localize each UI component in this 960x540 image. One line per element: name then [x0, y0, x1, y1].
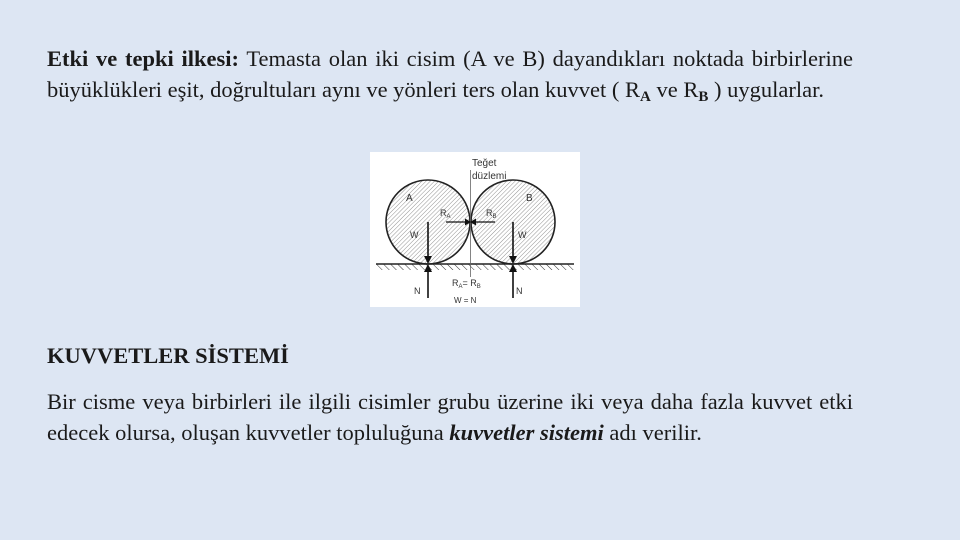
definition-emphasis: kuvvetler sistemi: [449, 420, 604, 445]
reaction-equality: $R_A= R_B$: [452, 278, 481, 290]
normal-label-right: N: [516, 286, 523, 296]
principle-sub-b: B: [698, 89, 709, 105]
definition-text-b: adı verilir.: [603, 420, 702, 445]
definition-paragraph: [47, 386, 853, 448]
normal-label-left: N: [414, 286, 421, 296]
ra-label: $R_A$: [440, 208, 451, 220]
ground-hatch: [376, 264, 574, 270]
tangent-plane-label-1: Teğet: [472, 158, 497, 169]
principle-term: Etki ve tepki ilkesi:: [47, 46, 239, 71]
definition-text-a: Bir cisme veya birbirleri ile ilgili cisimler grubu üzerine iki veya daha fazla kuvvet etki edecek olursa, oluşan kuvvetler topluluğuna: [47, 389, 853, 445]
weight-normal-equality: W = N: [454, 296, 477, 305]
principle-text-b: ve R: [650, 77, 699, 102]
sphere-a-label: A: [406, 193, 413, 204]
rb-label: $R_B$: [486, 208, 497, 220]
weight-label-right: W: [518, 230, 527, 240]
tangent-plane-label-2: düzlemi: [472, 171, 507, 182]
principle-text-c: ) uygularlar.: [708, 77, 824, 102]
weight-label-left: W: [410, 230, 419, 240]
contact-forces-figure: [370, 152, 580, 307]
sphere-b-label: B: [526, 193, 533, 204]
principle-paragraph: [47, 43, 853, 105]
section-heading: KUVVETLER SİSTEMİ: [47, 343, 289, 368]
principle-sub-a: A: [640, 89, 651, 105]
principle-text-a: Temasta olan iki cisim (A ve B) dayandıkları noktada birbirlerine büyüklükleri eşit, doğrultuları aynı ve yönleri ters olan kuvvet ( R: [47, 46, 853, 102]
